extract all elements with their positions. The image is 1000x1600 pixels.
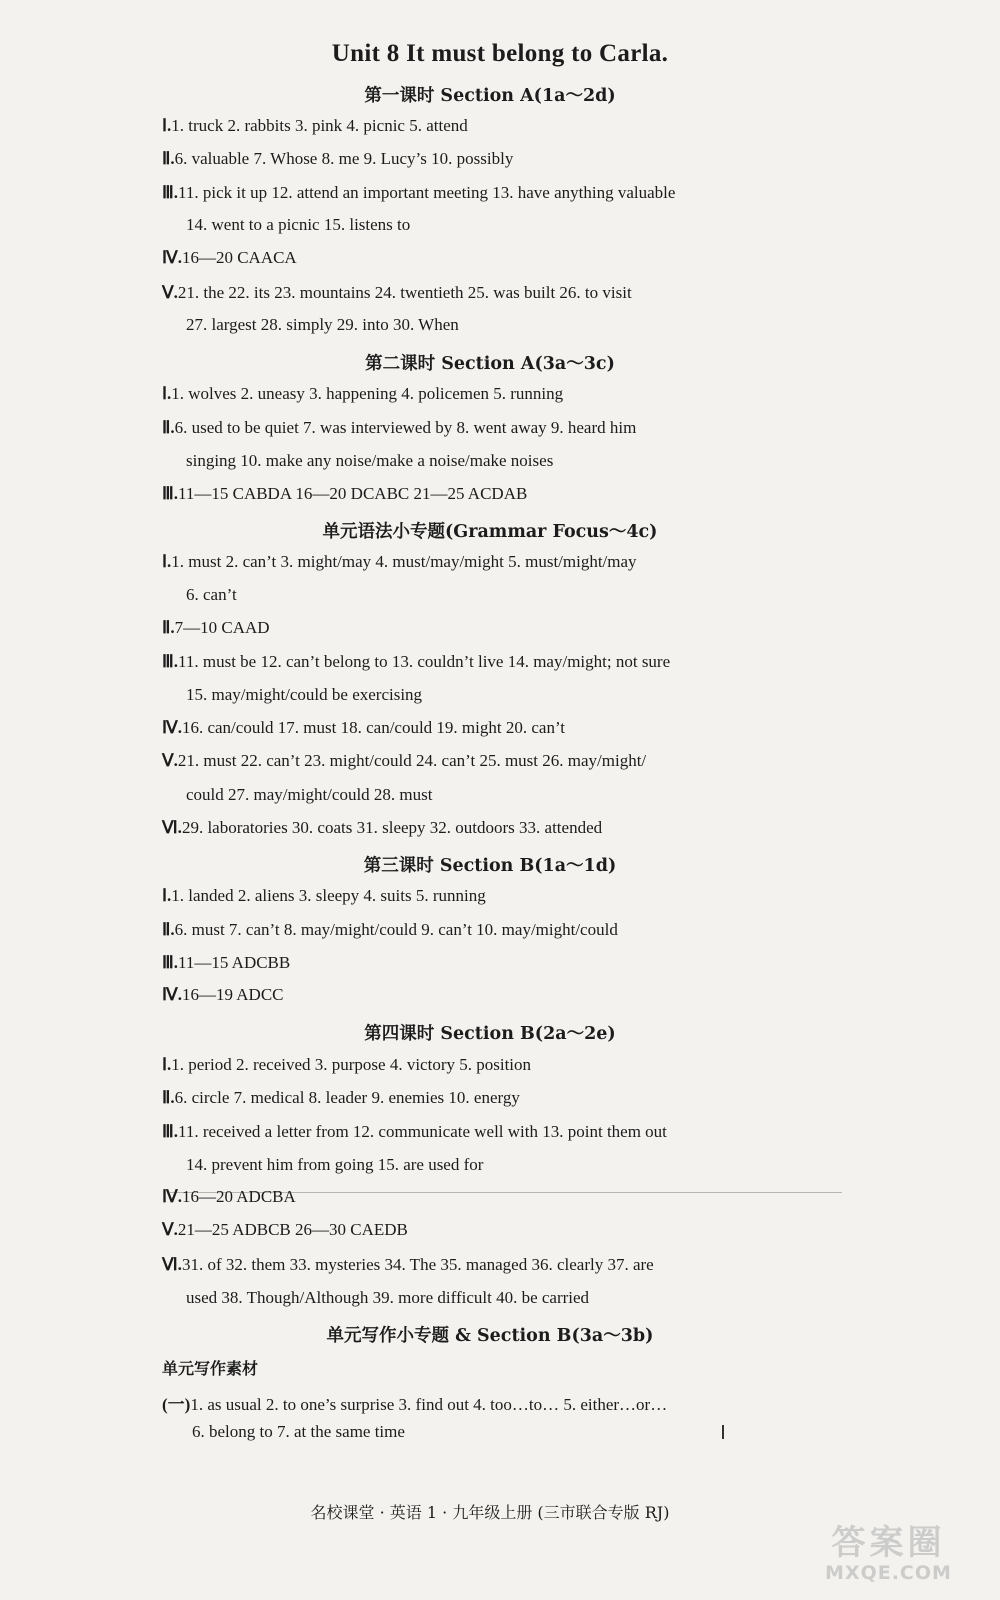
answers: 21. must 22. can’t 23. might/could 24. can’t 25. must 26. may/might/ xyxy=(177,751,647,770)
roman-numeral: Ⅰ. xyxy=(162,384,172,403)
lesson3-row-2 xyxy=(162,920,618,940)
lesson3-row-4 xyxy=(162,985,284,1005)
watermark-text: 答案圈 xyxy=(831,1523,946,1563)
roman-numeral: Ⅰ. xyxy=(162,886,172,905)
answers: 1. as usual 2. to one’s surprise 3. find out 4. too…to… 5. either…or… xyxy=(190,1395,668,1414)
answers: 21—25 ADBCB 26—30 CAEDB xyxy=(177,1220,408,1239)
roman-numeral: Ⅲ. xyxy=(162,652,178,671)
roman-numeral: Ⅴ. xyxy=(162,1220,178,1239)
roman-numeral: Ⅲ. xyxy=(162,183,178,202)
grammar-heading: 单元语法小专题(Grammar Focus～4c) xyxy=(322,522,658,542)
lesson1-row-2 xyxy=(162,149,513,169)
lesson1-row-1 xyxy=(162,116,468,136)
roman-numeral: Ⅱ. xyxy=(162,149,175,168)
lesson4-row-4 xyxy=(162,1187,296,1207)
answers: 6. must 7. can’t 8. may/might/could 9. can’t 10. may/might/could xyxy=(174,920,618,939)
lesson3-heading: 第三课时 Section B(1a～1d) xyxy=(363,856,617,876)
answers: 6. used to be quiet 7. was interviewed by 8. went away 9. heard him xyxy=(174,418,637,437)
roman-numeral: Ⅱ. xyxy=(162,1088,175,1107)
roman-numeral: Ⅳ. xyxy=(162,1187,182,1206)
lesson2-row-2 xyxy=(162,418,636,438)
lesson4-row-3-cont: 14. prevent him from going 15. are used for xyxy=(186,1155,484,1174)
lesson4-row-6-cont: used 38. Though/Although 39. more difficult 40. be carried xyxy=(186,1288,590,1307)
roman-numeral: Ⅱ. xyxy=(162,418,175,437)
answers: 11—15 CABDA 16—20 DCABC 21—25 ACDAB xyxy=(177,484,528,503)
grammar-row-1-cont: 6. can’t xyxy=(186,585,237,604)
watermark-logo xyxy=(801,1524,976,1594)
writing-row-1 xyxy=(162,1390,667,1415)
answers: 29. laboratories 30. coats 31. sleepy 32. outdoors 33. attended xyxy=(181,818,603,837)
roman-numeral: Ⅱ. xyxy=(162,920,175,939)
answers: 16. can/could 17. must 18. can/could 19. might 20. can’t xyxy=(181,718,566,737)
answers: 6. circle 7. medical 8. leader 9. enemies 10. energy xyxy=(174,1088,520,1107)
answers: 1. truck 2. rabbits 3. pink 4. picnic 5. attend xyxy=(171,116,468,135)
writing-row-1-cont: 6. belong to 7. at the same time xyxy=(192,1422,405,1441)
lesson1-row-4 xyxy=(162,248,297,268)
lesson4-heading: 第四课时 Section B(2a～2e) xyxy=(364,1024,616,1044)
roman-numeral: Ⅴ. xyxy=(162,283,178,302)
lesson2-row-1 xyxy=(162,384,563,404)
unit-title: Unit 8 It must belong to Carla. xyxy=(331,40,669,67)
answers: 31. of 32. them 33. mysteries 34. The 35. managed 36. clearly 37. are xyxy=(181,1255,654,1274)
lesson1-row-3 xyxy=(162,183,675,203)
roman-numeral: Ⅲ. xyxy=(162,953,178,972)
lesson4-row-3 xyxy=(162,1122,667,1142)
page-footer: 名校课堂 · 英语 1 · 九年级上册 (三市联合专版 RJ) xyxy=(310,1503,670,1522)
answers: 7—10 CAAD xyxy=(174,618,270,637)
roman-numeral: Ⅳ. xyxy=(162,985,182,1004)
grammar-row-6 xyxy=(162,818,602,838)
roman-numeral: Ⅰ. xyxy=(162,1055,172,1074)
answers: 1. landed 2. aliens 3. sleepy 4. suits 5. running xyxy=(171,886,486,905)
answers: 16—20 ADCBA xyxy=(181,1187,296,1206)
lesson3-row-3 xyxy=(162,953,290,973)
answers: 16—19 ADCC xyxy=(181,985,284,1004)
answers: 11. pick it up 12. attend an important meeting 13. have anything valuable xyxy=(177,183,676,202)
lesson4-row-1 xyxy=(162,1055,531,1075)
roman-numeral: Ⅳ. xyxy=(162,718,182,737)
lesson2-heading: 第二课时 Section A(3a～3c) xyxy=(365,354,615,374)
roman-numeral: Ⅰ. xyxy=(162,116,172,135)
answers: 11—15 ADCBB xyxy=(177,953,291,972)
roman-numeral: Ⅰ. xyxy=(162,552,172,571)
roman-numeral: Ⅵ. xyxy=(162,1255,182,1274)
roman-numeral: Ⅲ. xyxy=(162,1122,178,1141)
grammar-row-4 xyxy=(162,718,565,738)
roman-numeral: Ⅱ. xyxy=(162,618,175,637)
grammar-row-3-cont: 15. may/might/could be exercising xyxy=(186,685,423,704)
watermark-url: MXQE.COM xyxy=(825,1562,952,1584)
roman-numeral: Ⅴ. xyxy=(162,751,178,770)
roman-numeral: (一) xyxy=(162,1395,191,1414)
answers: 11. received a letter from 12. communicate well with 13. point them out xyxy=(177,1122,667,1141)
grammar-row-3 xyxy=(162,652,670,672)
roman-numeral: Ⅲ. xyxy=(162,484,178,503)
writing-subheading: 单元写作素材 xyxy=(162,1359,259,1378)
lesson1-row-3-cont: 14. went to a picnic 15. listens to xyxy=(186,215,411,234)
margin-mark xyxy=(722,1425,724,1439)
lesson3-row-1 xyxy=(162,886,486,906)
lesson2-row-2-cont: singing 10. make any noise/make a noise/make noises xyxy=(186,451,554,470)
answers: 11. must be 12. can’t belong to 13. couldn’t live 14. may/might; not sure xyxy=(177,652,671,671)
lesson1-heading: 第一课时 Section A(1a～2d) xyxy=(364,86,616,106)
answers: 16—20 CAACA xyxy=(181,248,297,267)
lesson4-row-6 xyxy=(162,1255,654,1275)
writing-heading: 单元写作小专题 & Section B(3a～3b) xyxy=(326,1326,654,1346)
lesson4-row-5 xyxy=(162,1220,408,1240)
answers: 6. valuable 7. Whose 8. me 9. Lucy’s 10. possibly xyxy=(174,149,514,168)
answers: 1. period 2. received 3. purpose 4. victory 5. position xyxy=(171,1055,532,1074)
lesson1-row-5-cont: 27. largest 28. simply 29. into 30. When xyxy=(186,315,459,334)
grammar-row-5-cont: could 27. may/might/could 28. must xyxy=(186,785,433,804)
lesson4-row-2 xyxy=(162,1088,520,1108)
grammar-row-2 xyxy=(162,618,270,638)
lesson2-row-3 xyxy=(162,484,527,504)
answers: 21. the 22. its 23. mountains 24. twentieth 25. was built 26. to visit xyxy=(177,283,632,302)
grammar-row-1 xyxy=(162,552,637,572)
answers: 1. wolves 2. uneasy 3. happening 4. policemen 5. running xyxy=(171,384,564,403)
lesson1-row-5 xyxy=(162,283,632,303)
roman-numeral: Ⅳ. xyxy=(162,248,182,267)
answers: 1. must 2. can’t 3. might/may 4. must/may/might 5. must/might/may xyxy=(171,552,637,571)
grammar-row-5 xyxy=(162,751,646,771)
roman-numeral: Ⅵ. xyxy=(162,818,182,837)
